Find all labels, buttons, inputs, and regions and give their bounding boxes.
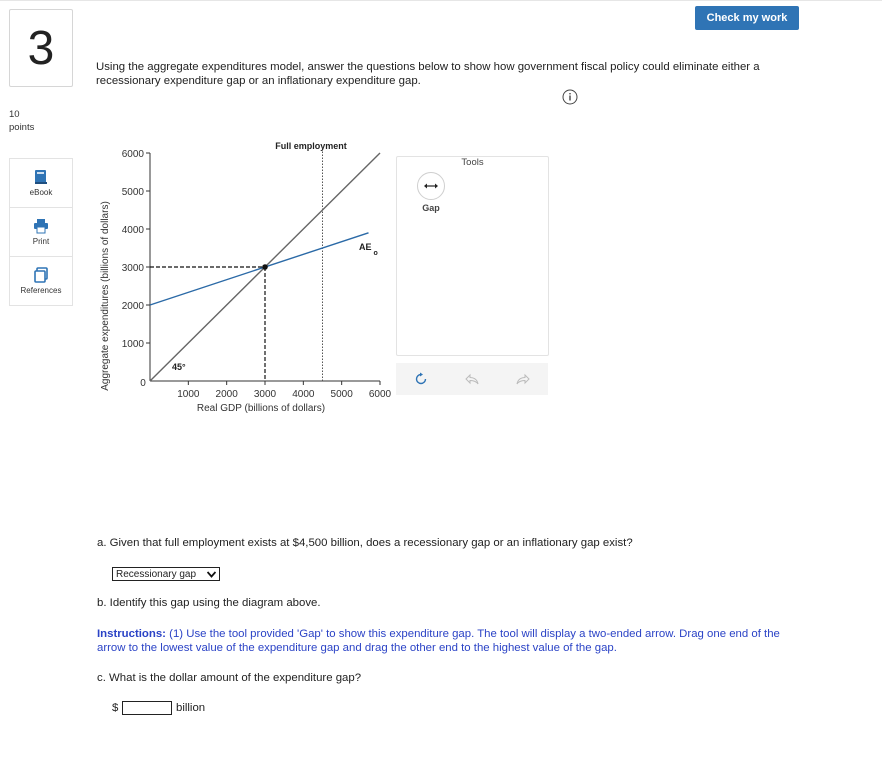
instructions-body: (1) Use the tool provided 'Gap' to show this expenditure gap. The tool will display a two-ended arrow. Drag one end of the arrow to the lowest value of the expenditure gap and drag the other end to the highest value of the gap.: [97, 628, 780, 654]
x-tick-label: 1000: [177, 389, 200, 400]
undo-icon: [465, 373, 479, 385]
top-divider: [0, 0, 882, 1]
question-number: 3: [9, 9, 73, 87]
graph-controls: [396, 363, 548, 395]
ae-line-label: [359, 242, 378, 257]
part-b-question: b. Identify this gap using the diagram above.: [97, 597, 321, 609]
angle-label: 45°: [172, 362, 186, 372]
y-tick-label: 4000: [121, 225, 144, 236]
reset-icon: [414, 372, 428, 386]
part-c-question: c. What is the dollar amount of the expenditure gap?: [97, 672, 362, 684]
x-tick-label: 6000: [368, 389, 392, 400]
redo-button[interactable]: [512, 368, 534, 390]
references-label: References: [20, 286, 62, 295]
points-label: points: [9, 122, 35, 133]
book-icon: [33, 169, 49, 185]
tools-panel: [396, 156, 549, 356]
aggregate-expenditures-graph[interactable]: [96, 136, 396, 426]
print-label: Print: [32, 237, 50, 246]
chevron-down-icon: [207, 571, 216, 578]
instructions-label: Instructions:: [97, 628, 166, 640]
ebook-button[interactable]: [9, 158, 73, 207]
printer-icon: [33, 218, 49, 234]
equilibrium-point: [262, 264, 268, 270]
instructions-text: [97, 627, 797, 655]
check-my-work-button[interactable]: Check my work: [695, 6, 799, 30]
x-tick-label: 4000: [292, 389, 315, 400]
y-tick-label: 1000: [121, 339, 144, 350]
y-axis-label: Aggregate expenditures (billions of dollars): [100, 201, 111, 391]
gap-type-select[interactable]: [112, 567, 220, 581]
question-prompt: Using the aggregate expenditures model, answer the questions below to show how government fiscal policy could eliminate either a recessionary expenditure gap or an inflationary expenditure gap.: [96, 61, 760, 87]
full-employment-label: Full employment: [275, 141, 347, 151]
print-button[interactable]: [9, 207, 73, 256]
series: [150, 150, 380, 381]
x-tick-label: 2000: [215, 389, 238, 400]
amount-unit: billion: [176, 702, 206, 714]
ae-line: [150, 233, 369, 305]
y-tick-label: 3000: [121, 263, 144, 274]
ebook-label: eBook: [29, 188, 53, 197]
points-info: [9, 108, 34, 134]
y-tick-label: 5000: [121, 187, 144, 198]
reset-button[interactable]: [410, 368, 432, 390]
info-icon[interactable]: [562, 89, 578, 105]
side-tools: [9, 158, 73, 306]
gap-type-selected: Recessionary gap: [116, 568, 197, 580]
ae-label-subscript: o: [373, 250, 378, 257]
undo-button[interactable]: [461, 368, 483, 390]
gap-tool-label: Gap: [422, 203, 440, 213]
points-value: 10: [9, 109, 20, 120]
double-arrow-icon: [424, 182, 438, 190]
x-tick-label: 5000: [330, 389, 353, 400]
x-axis-label: Real GDP (billions of dollars): [196, 403, 326, 414]
currency-symbol: $: [112, 702, 119, 714]
x-tick-label: 3000: [253, 389, 277, 400]
references-button[interactable]: [9, 256, 73, 306]
tools-title: Tools: [461, 157, 484, 168]
gap-amount-input[interactable]: [122, 701, 172, 715]
origin-label: 0: [140, 378, 146, 389]
y-tick-label: 6000: [121, 149, 144, 160]
redo-icon: [516, 373, 530, 385]
gap-tool-button[interactable]: [417, 172, 445, 200]
part-a-question: a. Given that full employment exists at $4,500 billion, does a recessionary gap or an inflationary gap exist?: [97, 537, 633, 549]
references-icon: [33, 267, 49, 283]
ae-label-main: AE: [359, 242, 372, 252]
y-tick-label: 2000: [121, 301, 144, 312]
